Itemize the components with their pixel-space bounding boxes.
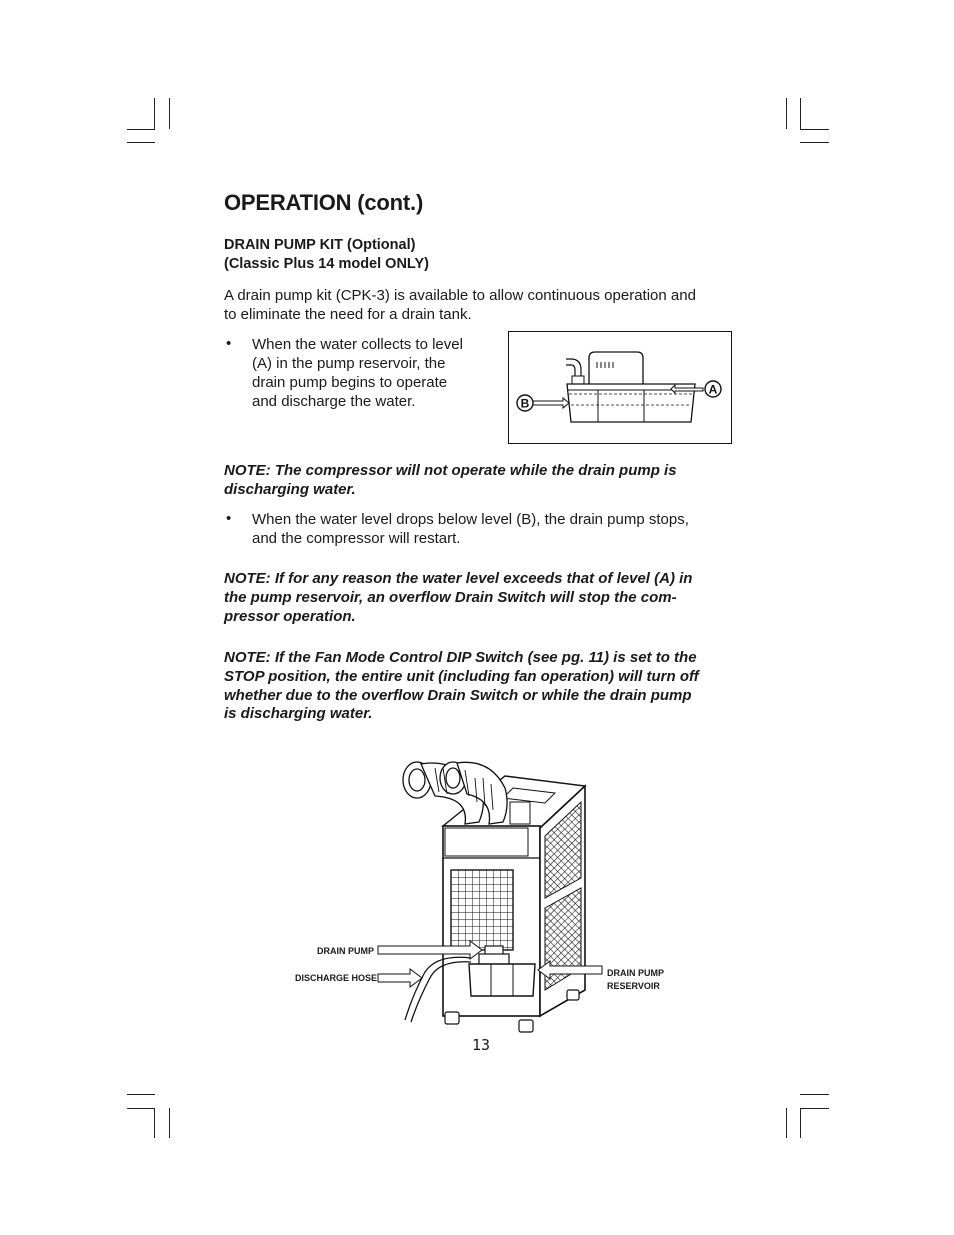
note3-line4: is discharging water. bbox=[224, 705, 373, 722]
note3-line2: STOP position, the entire unit (including fan operation) will turn off bbox=[224, 668, 699, 685]
bullet1-line3: drain pump begins to operate bbox=[252, 374, 448, 391]
drain-pump-label: DRAIN PUMP bbox=[317, 946, 375, 956]
bullet-symbol: • bbox=[226, 335, 232, 352]
pump-diagram bbox=[508, 331, 732, 444]
note2-line1: NOTE: If for any reason the water level exceeds that of level (A) in bbox=[224, 570, 693, 587]
page-title: OPERATION (cont.) bbox=[224, 190, 424, 215]
bullet2-line1: When the water level drops below level (B), the drain pump stops, bbox=[252, 511, 689, 528]
note2-line2: the pump reservoir, an overflow Drain Switch will stop the com- bbox=[224, 589, 677, 606]
bullet-symbol: • bbox=[226, 510, 232, 527]
portable-unit-illustration bbox=[395, 758, 605, 1038]
bullet1-line1: When the water collects to level bbox=[252, 336, 463, 353]
bullet2-line2: and the compressor will restart. bbox=[252, 530, 461, 547]
callout-arrows-left bbox=[370, 940, 550, 990]
section-heading-line2: (Classic Plus 14 model ONLY) bbox=[224, 256, 429, 272]
label-b: B bbox=[520, 396, 530, 411]
intro-line2: to eliminate the need for a drain tank. bbox=[224, 306, 472, 323]
reservoir-label-line1: DRAIN PUMP bbox=[607, 968, 665, 978]
note3-line3: whether due to the overflow Drain Switch or while the drain pump bbox=[224, 687, 692, 704]
note1-line1: NOTE: The compressor will not operate while the drain pump is bbox=[224, 462, 677, 479]
bullet1-line2: (A) in the pump reservoir, the bbox=[252, 355, 446, 372]
portable-unit-drawing bbox=[395, 758, 605, 1038]
pump-diagram-drawing bbox=[509, 332, 731, 443]
discharge-hose-label: DISCHARGE HOSE bbox=[295, 973, 378, 983]
note3-line1: NOTE: If the Fan Mode Control DIP Switch (see pg. 11) is set to the bbox=[224, 649, 697, 666]
section-heading-line1: DRAIN PUMP KIT (Optional) bbox=[224, 237, 416, 253]
note1-line2: discharging water. bbox=[224, 481, 356, 498]
label-a: A bbox=[708, 382, 718, 397]
intro-line1: A drain pump kit (CPK-3) is available to allow continuous operation and bbox=[224, 287, 696, 304]
page-number: 13 bbox=[472, 1036, 491, 1054]
callout-arrow-right bbox=[536, 960, 606, 984]
bullet1-line4: and discharge the water. bbox=[252, 393, 416, 410]
note2-line3: pressor operation. bbox=[224, 608, 356, 625]
reservoir-label-line2: RESERVOIR bbox=[607, 981, 660, 991]
